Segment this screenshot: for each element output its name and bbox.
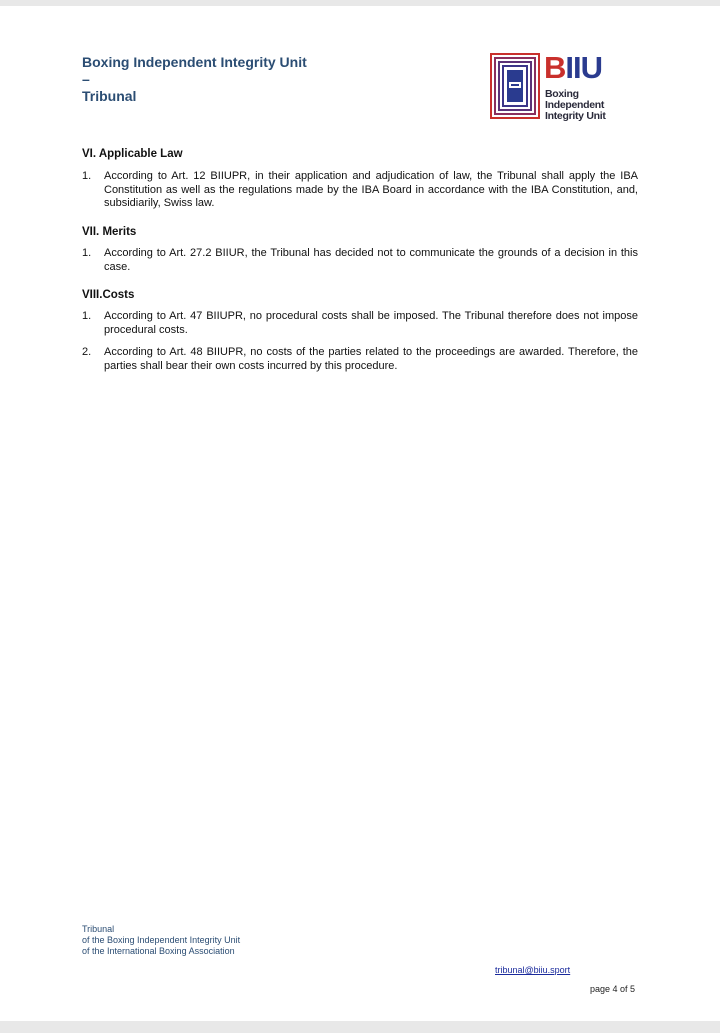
- footer-line2: of the Boxing Independent Integrity Unit: [82, 935, 241, 945]
- item-text: According to Art. 12 BIIUPR, in their application and adjudication of law, the Tribunal shall apply the IBA Constitution as well as the regulations made by the IBA Board in accordance with the IBA Constitution, and, subsidiarily, Swiss law.: [104, 170, 638, 209]
- footer-organization: [82, 924, 240, 957]
- logo-text-line1: Boxing: [545, 88, 579, 100]
- item-text: According to Art. 47 BIIUPR, no procedural costs shall be imposed. The Tribunal therefore does not impose procedural costs.: [104, 310, 638, 336]
- logo-abbr-b: B: [544, 50, 566, 85]
- list-item: [82, 170, 638, 211]
- item-text: According to Art. 27.2 BIIUR, the Tribunal has decided not to communicate the grounds of a decision in this case.: [104, 247, 638, 273]
- item-number: 1.: [82, 310, 92, 322]
- section-heading-costs: VIII.Costs: [82, 289, 135, 301]
- page-number: page 4 of 5: [590, 984, 636, 994]
- logo-text-line2: Independent: [545, 99, 605, 111]
- header-org-name: Boxing Independent Integrity Unit: [82, 54, 307, 70]
- header-dash: –: [82, 71, 90, 87]
- footer-line3: of the International Boxing Association: [82, 946, 235, 956]
- document-page: [0, 6, 720, 1021]
- logo-emblem-icon: [490, 53, 540, 119]
- list-item: [82, 247, 638, 274]
- biiu-logo: [490, 50, 610, 125]
- logo-abbr-rest: IIU: [565, 50, 603, 85]
- section-heading-merits: VII. Merits: [82, 226, 137, 238]
- logo-abbreviation: [544, 51, 602, 85]
- logo-text-line3: Integrity Unit: [545, 110, 606, 122]
- section-heading-applicable-law: VI. Applicable Law: [82, 148, 183, 160]
- header-organization: [82, 54, 307, 105]
- item-number: 2.: [82, 346, 92, 358]
- list-item: [82, 346, 638, 373]
- item-number: 1.: [82, 170, 92, 182]
- list-item: [82, 310, 638, 337]
- item-text: According to Art. 48 BIIUPR, no costs of the parties related to the proceedings are awarded. Therefore, the parties shall bear their own costs incurred by this procedure.: [104, 346, 638, 372]
- item-number: 1.: [82, 247, 92, 259]
- header-tribunal: Tribunal: [82, 88, 137, 104]
- footer-line1: Tribunal: [82, 924, 115, 934]
- footer-email-link[interactable]: tribunal@biiu.sport: [495, 965, 571, 975]
